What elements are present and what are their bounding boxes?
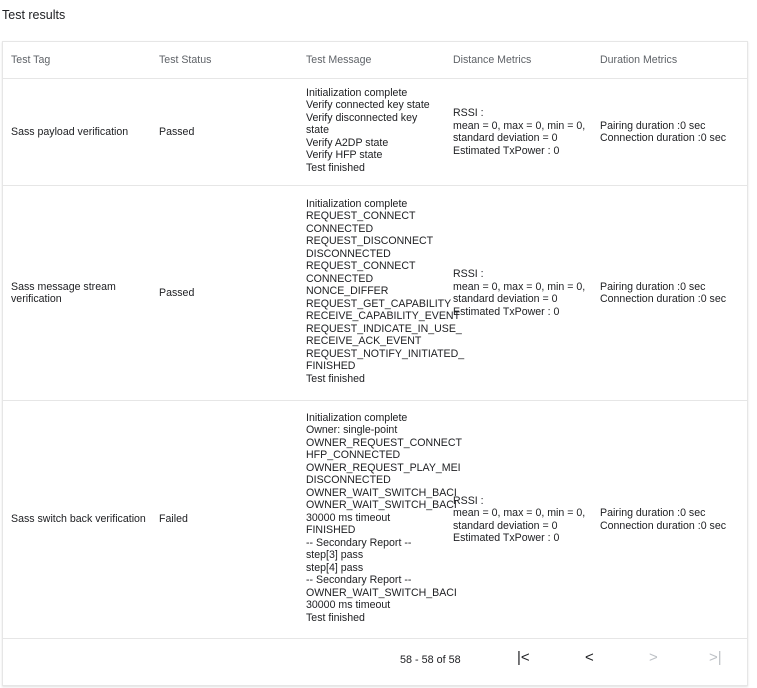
message-line: OWNER_WAIT_SWITCH_BACI [306, 586, 457, 599]
message-line: RECEIVE_ACK_EVENT [306, 335, 422, 348]
cell-message [298, 79, 445, 186]
message-line: Test finished [306, 611, 365, 624]
page-title: Test results [2, 8, 66, 22]
duration-line: Connection duration :0 sec [600, 132, 727, 144]
message-line: -- Secondary Report -- [306, 536, 412, 549]
column-header: Duration Metrics [592, 42, 747, 79]
cell-duration [592, 186, 747, 401]
message-line: REQUEST_GET_CAPABILITY [306, 297, 452, 310]
cell-tag: Sass payload verification [3, 79, 151, 186]
cell-tag: Sass switch back verification [3, 401, 151, 639]
message-line: HFP_CONNECTED [306, 449, 401, 462]
message-line: Initialization complete [306, 411, 408, 424]
message-line: CONNECTED [306, 272, 374, 285]
message-line: 30000 ms timeout [306, 599, 391, 612]
duration-line: Pairing duration :0 sec [600, 119, 706, 132]
duration-line: Connection duration :0 sec [600, 293, 727, 305]
results-table-card [2, 41, 748, 686]
distance-line: RSSI : [453, 107, 484, 119]
page-range: 58 - 58 of 58 [400, 654, 461, 666]
message-line: -- Secondary Report -- [306, 574, 412, 587]
message-line: Test finished [306, 372, 365, 385]
message-line: RECEIVE_CAPABILITY_EVENT [306, 310, 461, 323]
message-line: REQUEST_CONNECT [306, 210, 416, 223]
cell-duration [592, 401, 747, 639]
table-row [3, 79, 747, 186]
column-header: Test Tag [3, 42, 151, 79]
column-header: Test Status [151, 42, 298, 79]
cell-distance [445, 79, 592, 186]
message-line: REQUEST_DISCONNECT [306, 235, 434, 248]
message-line: Owner: single-point [306, 424, 398, 437]
message-line: Initialization complete [306, 197, 408, 210]
distance-line: standard deviation = 0 [453, 519, 558, 532]
distance-line: RSSI : [453, 494, 484, 507]
message-line: state [306, 124, 329, 137]
distance-line: Estimated TxPower : 0 [453, 532, 560, 544]
message-line: step[4] pass [306, 561, 364, 574]
duration-line: Pairing duration :0 sec [600, 280, 706, 293]
cell-message [298, 186, 465, 401]
cell-status: Failed [151, 401, 298, 639]
message-line: NONCE_DIFFER [306, 285, 389, 298]
message-line: OWNER_REQUEST_PLAY_MEI [306, 461, 461, 474]
chevron-right-icon[interactable]: > [649, 649, 658, 666]
distance-line: mean = 0, max = 0, min = 0, [453, 507, 586, 519]
cell-duration [592, 79, 747, 186]
message-line: FINISHED [306, 360, 356, 373]
message-line: Verify A2DP state [306, 136, 389, 149]
cell-distance [445, 186, 592, 401]
column-header: Test Message [298, 42, 445, 79]
header-row [3, 42, 747, 79]
message-line: Test finished [306, 161, 365, 174]
column-header: Distance Metrics [445, 42, 592, 79]
message-line: Initialization complete [306, 86, 408, 99]
message-line: Verify disconnected key [306, 111, 418, 124]
duration-line: Pairing duration :0 sec [600, 507, 706, 519]
message-line: REQUEST_INDICATE_IN_USE_ [306, 322, 462, 335]
distance-line: mean = 0, max = 0, min = 0, [453, 280, 586, 293]
cell-message [298, 401, 462, 639]
distance-line: RSSI : [453, 268, 484, 280]
message-line: FINISHED [306, 524, 356, 537]
paginator [3, 639, 747, 685]
message-line: REQUEST_CONNECT [306, 260, 416, 273]
message-line: 30000 ms timeout [306, 511, 391, 524]
table-row [3, 401, 747, 639]
distance-line: standard deviation = 0 [453, 132, 558, 144]
message-line: Verify HFP state [306, 149, 383, 162]
message-line: OWNER_REQUEST_CONNECT [306, 436, 462, 449]
cell-status: Passed [151, 79, 298, 186]
message-line: OWNER_WAIT_SWITCH_BACI [306, 486, 457, 499]
cell-tag: Sass message stream verification [3, 186, 151, 401]
message-line: step[3] pass [306, 549, 364, 562]
message-line: OWNER_WAIT_SWITCH_BACI [306, 499, 457, 512]
message-line: CONNECTED [306, 222, 374, 235]
results-table [3, 42, 747, 639]
message-line: DISCONNECTED [306, 474, 391, 487]
cell-status: Passed [151, 186, 298, 401]
last-page-icon[interactable]: >| [709, 649, 722, 666]
duration-line: Connection duration :0 sec [600, 519, 727, 532]
distance-line: standard deviation = 0 [453, 293, 558, 305]
distance-line: mean = 0, max = 0, min = 0, [453, 119, 586, 132]
first-page-icon[interactable]: |< [517, 649, 530, 666]
message-line: Verify connected key state [306, 99, 430, 112]
distance-line: Estimated TxPower : 0 [453, 144, 560, 157]
message-line: DISCONNECTED [306, 247, 391, 260]
cell-distance [445, 401, 592, 639]
chevron-left-icon[interactable]: < [585, 649, 594, 666]
distance-line: Estimated TxPower : 0 [453, 305, 560, 318]
table-row [3, 186, 747, 401]
message-line: REQUEST_NOTIFY_INITIATED_ [306, 347, 465, 360]
